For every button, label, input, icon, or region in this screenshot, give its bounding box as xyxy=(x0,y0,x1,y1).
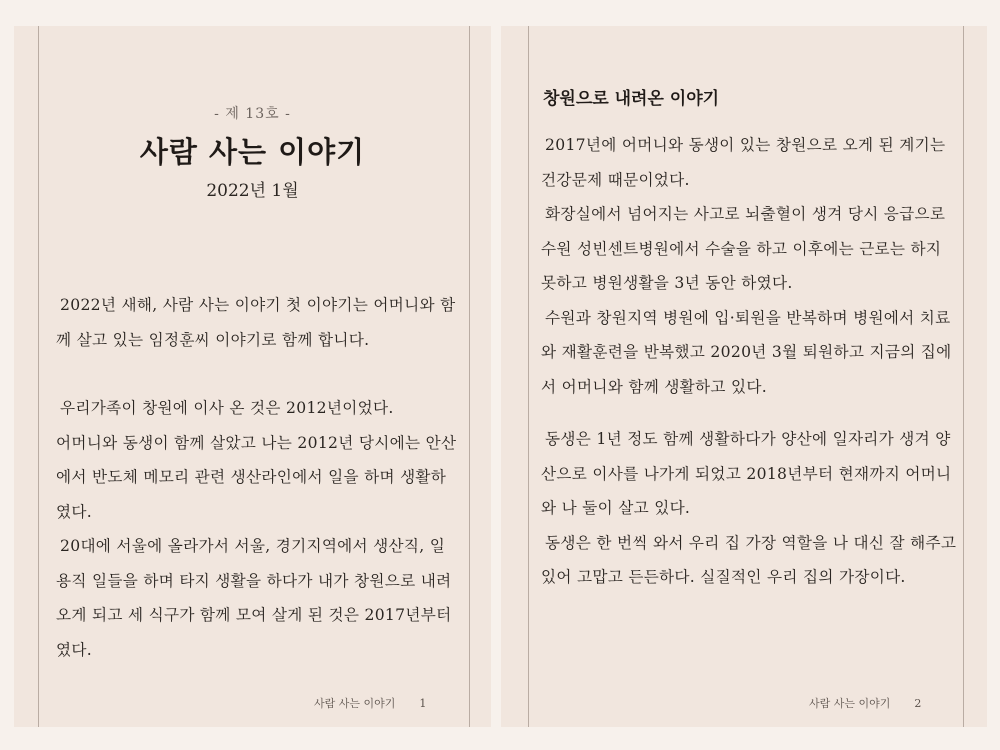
page-footer xyxy=(314,695,426,711)
page-footer xyxy=(809,695,921,711)
story-paragraphs xyxy=(56,391,460,667)
page-number: 1 xyxy=(419,697,427,710)
page-number: 2 xyxy=(914,697,922,710)
paragraph: 어머니와 동생이 함께 살았고 나는 2012년 당시에는 안산에서 반도체 메모리 관련 생산라인에서 일을 하며 생활하였다. xyxy=(56,433,457,521)
intro-paragraph xyxy=(56,288,460,357)
footer-title: 사람 사는 이야기 xyxy=(809,697,891,710)
footer-title: 사람 사는 이야기 xyxy=(314,697,396,710)
paragraph: 2017년에 어머니와 동생이 있는 창원으로 오게 된 계기는 건강문제 때문이었다. xyxy=(541,136,946,189)
right-page xyxy=(501,26,987,727)
paragraph: 우리가족이 창원에 이사 온 것은 2012년이었다. xyxy=(60,399,394,417)
left-page xyxy=(14,26,491,727)
paragraph: 동생은 한 번씩 와서 우리 집 가장 역할을 나 대신 잘 해주고 있어 고맙고 든든하다. 실질적인 우리 집의 가장이다. xyxy=(541,533,957,586)
story-paragraphs-2 xyxy=(541,422,961,595)
page-title: 사람 사는 이야기 xyxy=(139,135,366,169)
right-margin-rule xyxy=(963,26,964,727)
issue-number: - 제 13호 - xyxy=(214,106,291,122)
story-paragraphs xyxy=(541,128,961,404)
issue-date: 2022년 1월 xyxy=(206,181,299,201)
section-title: 창원으로 내려온 이야기 xyxy=(543,89,720,109)
paragraph: 화장실에서 넘어지는 사고로 뇌출혈이 생겨 당시 응급으로 수원 성빈센트병원에서 수술을 하고 이후에는 근로는 하지 못하고 병원생활을 3년 동안 하였다. xyxy=(541,205,946,292)
intro-text: 2022년 새해, 사람 사는 이야기 첫 이야기는 어머니와 함께 살고 있는 임정훈씨 이야기로 함께 합니다. xyxy=(56,296,456,349)
paragraph: 수원과 창원지역 병원에 입·퇴원을 반복하며 병원에서 치료와 재활훈련을 반복했고 2020년 3월 퇴원하고 지금의 집에서 어머니와 함께 생활하고 있다. xyxy=(541,308,952,396)
paragraph: 20대에 서울에 올라가서 서울, 경기지역에서 생산직, 일용직 일들을 하며 타지 생활을 하다가 내가 창원으로 내려오게 되고 세 식구가 함께 모여 살게 된 것은 2017년부터였다. xyxy=(56,537,452,659)
left-margin-rule xyxy=(528,26,529,727)
paragraph: 동생은 1년 정도 함께 생활하다가 양산에 일자리가 생겨 양산으로 이사를 나가게 되었고 2018년부터 현재까지 어머니와 나 둘이 살고 있다. xyxy=(541,430,952,517)
